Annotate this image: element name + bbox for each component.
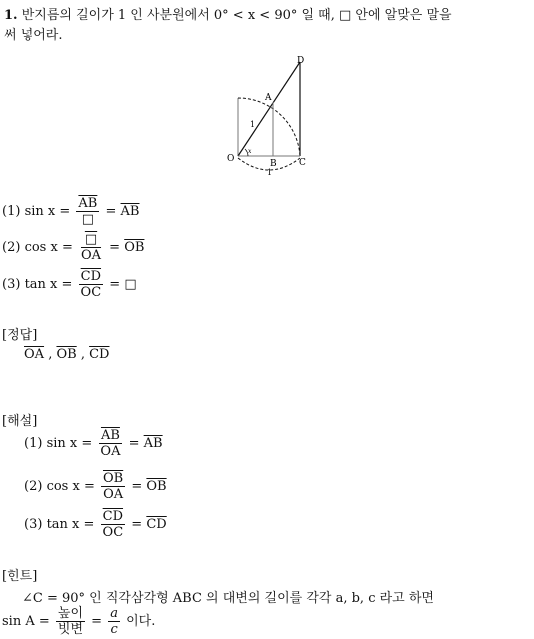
hint-fraction-2: $\frac{a}{c}$	[110, 606, 118, 637]
hint-line-2: sin A = $\frac{\text{높이}}{\text{빗변}}$ = $\frac{a}{c}$ 이다.	[2, 606, 156, 637]
label-radius-one: 1	[250, 120, 256, 129]
label-d: D	[297, 56, 305, 66]
answer-title: [정답]	[2, 328, 38, 343]
quarter-circle-figure	[224, 52, 314, 182]
answer-items: $\overline{OA}$ , $\overline{OB}$ , $\overline{CD}$	[24, 347, 110, 362]
line-od	[238, 62, 300, 156]
solution-3: (3) tan x = $\frac{\overline{CD}}{OC}$ = $\overline{CD}$	[24, 509, 167, 540]
question-3: (3) tan x = $\frac{\overline{CD}}{OC}$ = □	[2, 269, 137, 300]
solution-2: (2) cos x = $\frac{\overline{OB}}{OA}$ = $\overline{OB}$	[24, 471, 167, 502]
solution-title: [해설]	[2, 414, 38, 429]
solution-1: (1) sin x = $\frac{\overline{AB}}{OA}$ = $\overline{AB}$	[24, 428, 163, 459]
label-a: A	[265, 93, 272, 103]
label-c: C	[299, 158, 306, 168]
problem-line-2: 써 넣어라.	[4, 28, 63, 43]
problem-line-1	[4, 4, 452, 23]
label-base-one: 1	[267, 168, 273, 177]
hint-title: [힌트]	[2, 569, 38, 584]
problem-text-1: 반지름의 길이가 1 인 사분원에서 0° < x < 90° 일 때, □ 안에 알맞은 말을	[21, 8, 452, 23]
hint-fraction-1: $\frac{\text{높이}}{\text{빗변}}$	[57, 606, 84, 637]
question-2-fraction: $\frac{□}{OA}$	[80, 232, 102, 263]
question-3-fraction: $\frac{\overline{CD}}{OC}$	[80, 269, 102, 300]
label-x: x	[248, 148, 252, 155]
question-2: (2) cos x = $\frac{□}{OA}$ = $\overline{OB}$	[2, 232, 145, 263]
question-1-fraction: $\frac{\overline{AB}}{□}$	[78, 196, 98, 227]
hint-line-1: ∠C = 90° 인 직각삼각형 ABC 의 대변의 길이를 각각 a, b, c 라고 하면	[22, 591, 434, 606]
label-b: B	[270, 159, 277, 169]
question-1: (1) sin x = $\frac{\overline{AB}}{□}$ = $\overline{AB}$	[2, 196, 140, 227]
label-o: O	[227, 154, 235, 164]
problem-number: 1.	[4, 8, 18, 23]
